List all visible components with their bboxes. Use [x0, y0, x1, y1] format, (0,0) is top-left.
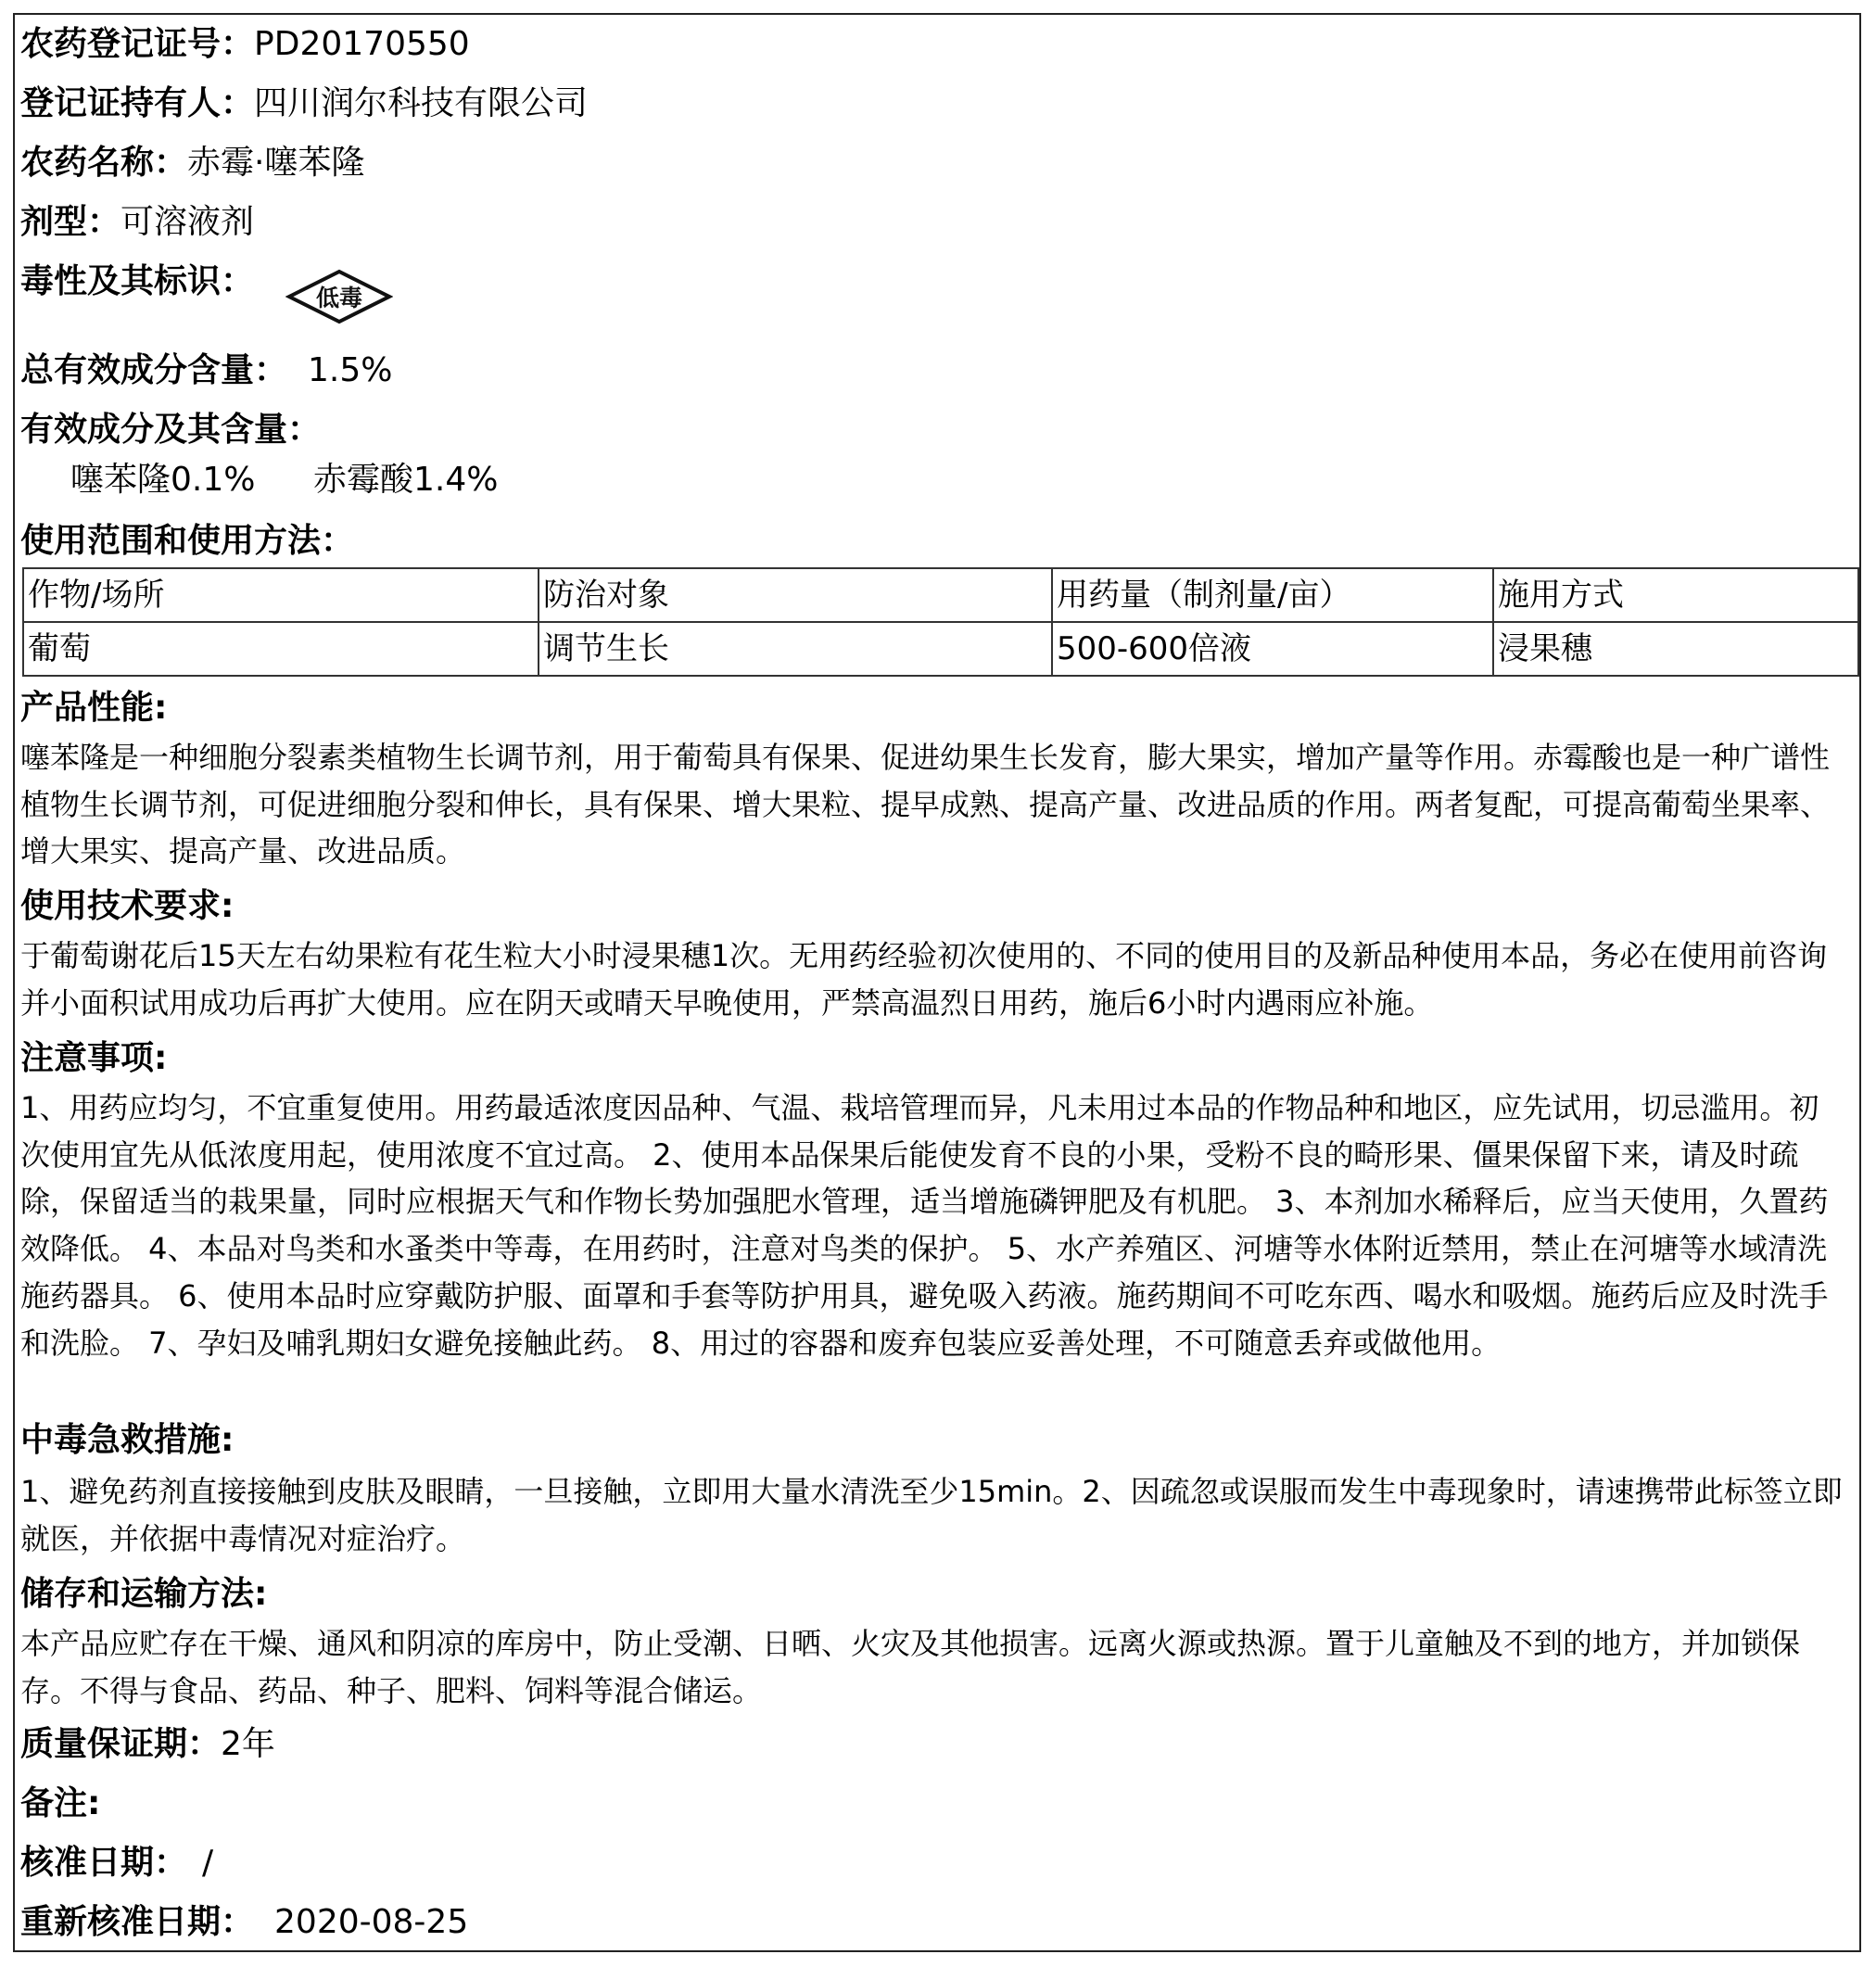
- holder-value: 四川润尔科技有限公司: [254, 84, 589, 122]
- toxicity-badge-text: 低毒: [315, 285, 363, 311]
- pesticide-name-value: 赤霉·噻苯隆: [187, 144, 365, 182]
- usage-table: [22, 567, 1859, 677]
- formulation-label: 剂型：: [20, 203, 121, 241]
- cert-number-value: PD20170550: [254, 25, 470, 63]
- table-cell: 浸果穗: [1493, 622, 1858, 676]
- reapproval-date-value: 2020-08-25: [274, 1903, 469, 1941]
- table-header-cell: 用药量（制剂量/亩）: [1052, 568, 1493, 622]
- shelf-life-row: [20, 1722, 275, 1767]
- storage-text: 本产品应贮存在干燥、通风和阴凉的库房中，防止受潮、日晒、火灾及其他损害。远离火源或热源。置于儿童触及不到的地方，并加锁保存。不得与食品、药品、种子、肥料、饲料等混合储运。: [20, 1626, 1801, 1708]
- first-aid-text: 1、避免药剂直接接触到皮肤及眼睛，一旦接触，立即用大量水清洗至少15min。2、因疏忽或误服而发生中毒现象时，请速携带此标签立即就医，并依据中毒情况对症治疗。: [20, 1474, 1843, 1556]
- total-content-value: 1.5%: [308, 351, 393, 389]
- ingredients-label: 有效成分及其含量：: [20, 411, 322, 449]
- ingredient-thidiazuron: 噻苯隆0.1%: [70, 461, 256, 499]
- ingredients-heading-row: [20, 408, 321, 452]
- table-header-cell: 防治对象: [539, 568, 1052, 622]
- performance-heading-row: [20, 686, 167, 730]
- ingredient-gibberellic-acid: 赤霉酸1.4%: [313, 461, 499, 499]
- toxicity-label: 毒性及其标识：: [20, 262, 255, 300]
- holder-label: 登记证持有人：: [20, 84, 255, 122]
- pesticide-name-label: 农药名称：: [20, 144, 188, 182]
- reapproval-date-row: [20, 1900, 468, 1945]
- low-toxicity-icon: [285, 267, 393, 326]
- notes-text: 1、用药应均匀，不宜重复使用。用药最适浓度因品种、气温、栽培管理而异，凡未用过本品的作物品种和地区，应先试用，切忌滥用。初次使用宜先从低浓度用起，使用浓度不宜过高。 2、使用本品保果后能使发育不良的小果，受粉不良的畸形果、僵果保留下来，请及时疏除，保留适当的栽果量，同时应根据天气和作物长势加强肥水管理，适当增施磷钾肥及有机肥。 3、本剂加水稀释后，应当天使用，久置药效降低。 4、本品对鸟类和水蚤类中等毒，在用药时，注意对鸟类的保护。 5、水产养殖区、河塘等水体附近禁用，禁止在河塘等水域清洗施药器具。 6、使用本品时应穿戴防护服、面罩和手套等防护用具，避免吸入药液。施药期间不可吃东西、喝水和吸烟。施药后应及时洗手和洗脸。 7、孕妇及哺乳期妇女避免接触此药。 8、用过的容器和废弃包装应妥善处理，不可随意丢弃或做他用。: [20, 1090, 1829, 1361]
- approval-date-value: /: [202, 1844, 214, 1882]
- table-header-row: [23, 568, 1858, 622]
- total-content-label: 总有效成分含量：: [20, 351, 288, 389]
- approval-date-row: [20, 1841, 213, 1885]
- storage-heading-row: [20, 1572, 267, 1617]
- technical-heading-row: [20, 884, 234, 929]
- remarks-row: [20, 1782, 100, 1826]
- table-cell: 葡萄: [23, 622, 539, 676]
- shelf-life-label: 质量保证期：: [20, 1725, 222, 1763]
- formulation-row: [20, 200, 254, 245]
- table-header-cell: 施用方式: [1493, 568, 1858, 622]
- holder-row: [20, 82, 588, 126]
- cert-number-row: [20, 22, 470, 67]
- remarks-label: 备注:: [20, 1784, 101, 1822]
- technical-text: 于葡萄谢花后15天左右幼果粒有花生粒大小时浸果穗1次。无用药经验初次使用的、不同的使用目的及新品种使用本品，务必在使用前咨询并小面积试用成功后再扩大使用。应在阴天或晴天早晚使用，严禁高温烈日用药，施后6小时内遇雨应补施。: [20, 938, 1828, 1021]
- usage-heading-row: [20, 519, 354, 564]
- formulation-value: 可溶液剂: [120, 203, 255, 241]
- toxicity-row: [20, 260, 254, 304]
- cert-number-label: 农药登记证号：: [20, 25, 255, 63]
- notes-label: 注意事项:: [20, 1039, 168, 1077]
- performance-label: 产品性能:: [20, 689, 168, 727]
- reapproval-date-label: 重新核准日期：: [20, 1903, 255, 1941]
- notes-heading-row: [20, 1036, 167, 1081]
- storage-label: 储存和运输方法:: [20, 1575, 268, 1613]
- table-cell: 500-600倍液: [1052, 622, 1493, 676]
- total-content-row: [20, 349, 392, 393]
- performance-text: 噻苯隆是一种细胞分裂素类植物生长调节剂，用于葡萄具有保果、促进幼果生长发育，膨大果实，增加产量等作用。赤霉酸也是一种广谱性植物生长调节剂，可促进细胞分裂和伸长，具有保果、增大果粒、提早成熟、提高产量、改进品质的作用。两者复配，可提高葡萄坐果率、增大果实、提高产量、改进品质。: [20, 740, 1831, 869]
- approval-date-label: 核准日期：: [20, 1844, 188, 1882]
- usage-label: 使用范围和使用方法：: [20, 522, 355, 560]
- first-aid-label: 中毒急救措施:: [20, 1421, 234, 1459]
- technical-label: 使用技术要求:: [20, 887, 234, 925]
- table-header-cell: 作物/场所: [23, 568, 539, 622]
- first-aid-heading-row: [20, 1418, 234, 1463]
- table-row: [23, 622, 1858, 676]
- shelf-life-value: 2年: [221, 1725, 275, 1763]
- pesticide-name-row: [20, 141, 364, 185]
- table-cell: 调节生长: [539, 622, 1052, 676]
